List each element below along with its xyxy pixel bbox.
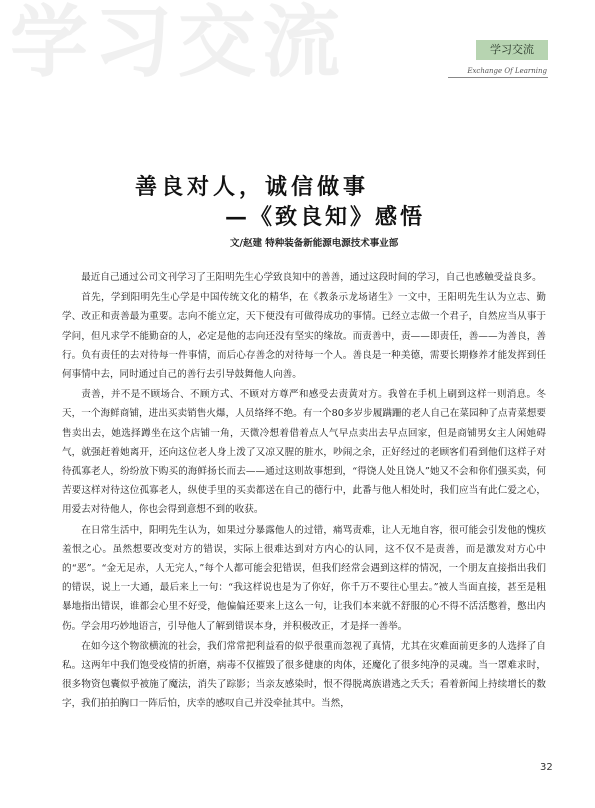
article-body — [62, 268, 546, 715]
section-tag: 学习交流 — [476, 40, 548, 60]
section-subtitle: Exchange Of Learning — [467, 67, 547, 75]
paragraph: 首先，学到阳明先生心学是中国传统文化的精华，在《教条示龙场诸生》一文中，王阳明先生认为立志、勤学、改正和责善最为重要。志向不能立定，天下便没有可做得成功的事情。已经立志做一个君子，自然应当从事于学问，但凡求学不能勤奋的人，必定是他的志向还没有坚实的缘故。而责善中，责——即责任，善——为善良，善行。负有责任的去对待每一件事情，而后心存善念的对待每一个人。善良是一种美德，需要长期修养才能发挥到任何事情中去，同时通过自己的善行去引导鼓舞他人向善。 — [62, 292, 546, 381]
paragraph: 责善，并不是不顾场合、不顾方式、不顾对方尊严和感受去责黄对方。我曾在手机上刷到这样一则消息。冬天，一个海鲜商铺，进出买卖销售火爆，人员络绎不绝。有一个80多岁步履蹒跚的老人自己在菜园种了点青菜想要售卖出去，她选择蹲坐在这个店铺一角，天微冷想着借着点人气早点卖出去早点回家，但是商铺男女主人闲她碍气，就强赶着她离开，还向这位老人身上泼了又凉又腥的脏水，吵闹之余，正好经过的老顾客们看到他们这样子对待孤寡老人，纷纷放下购买的海鲜扬长而去——通过这则故事想到，“得饶人处且饶人”她又不会和你们强买卖，何苦要这样对待这位孤寡老人，纵使手里的买卖都送在自己的德行中，此番与他人相处时，我们应当有此仁爱之心，用爱去对待他人，你也会得到意想不到的收获。 — [62, 389, 546, 516]
article-subtitle: —《致良知》感悟 — [225, 204, 426, 230]
watermark: 学习交流 — [10, 0, 347, 88]
paragraph: 在日常生活中，阳明先生认为，如果过分暴露他人的过错，痛骂责难，让人无地自容，很可能会引发他的愧疚羞恨之心。虽然想要改变对方的错误，实际上很难达到对方内心的认同，这不仅不是责善，而是激发对方心中的“恶”。“金无足赤，人无完人，”每个人都可能会犯错误，但我们经常会遇到这样的情况，一个朋友直接指出我们的错误，说上一大通，最后来上一句：“我这样说也是为了你好，你千万不要往心里去。”被人当面直接，甚至是粗暴地指出错误，谁都会心里不好受，他偏偏还要来上这么一句，让我们本来就不舒服的心不得不活活憋着，憋出内伤。学会用巧妙地语言，引导他人了解到错误本身，并积极改正，才是择一善举。 — [62, 524, 546, 632]
article-byline: 文/赵建 特种装备新能源电源技术事业部 — [230, 238, 399, 249]
paragraph: 最近自己通过公司文刊学习了王阳明先生心学致良知中的善善，通过这段时间的学习，自己也感触受益良多。 — [81, 272, 542, 283]
section-divider — [448, 77, 548, 78]
page-number: 32 — [540, 762, 553, 773]
article-title: 善良对人，诚信做事 — [135, 174, 370, 200]
paragraph: 在如今这个物欲横流的社会，我们常常把利益看的似乎很重而忽视了真情，尤其在灾难面前更多的人选择了自私。这两年中我们饱受疫情的折磨，病毒不仅摧毁了很多健康的肉体，还魔化了很多纯净的灵魂。当一罩难求时，很多物资包囊似乎被施了魔法，消失了踪影；当亲友感染时，恨不得脱离族谱逃之夭夭；看着新闻上持续增长的数字，我们拍拍胸口一阵后怕，庆幸的感叹自己并没牵扯其中。当然， — [62, 640, 546, 710]
